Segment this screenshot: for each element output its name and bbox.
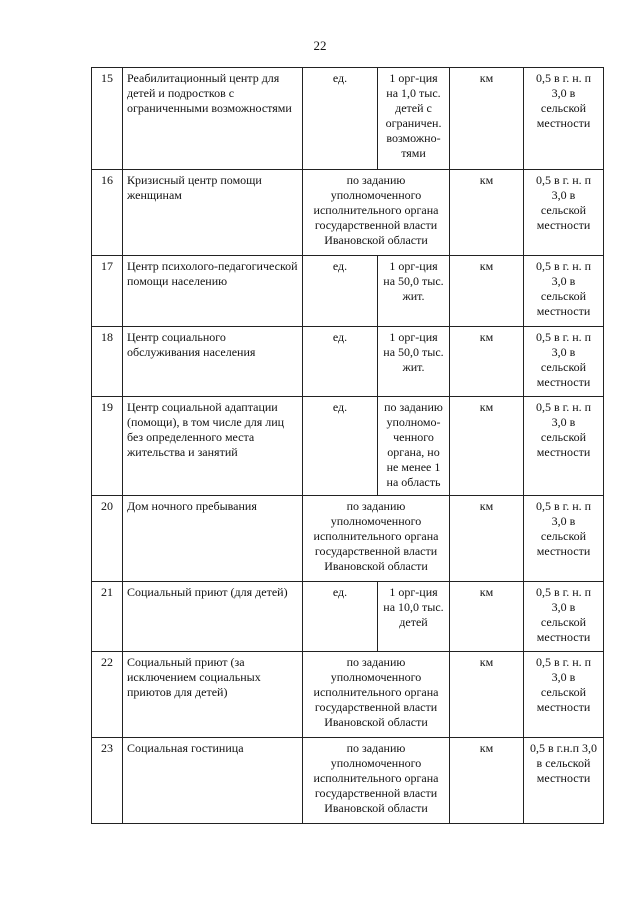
table-row: [92, 256, 604, 327]
radius-value-cell: 0,5 в г. н. п 3,0 в сельской местности: [524, 582, 604, 652]
row-number: 20: [92, 496, 123, 582]
norm-cell: по заданию уполномо-ченного органа, но не менее 1 на область: [378, 397, 450, 496]
table-row: [92, 582, 604, 652]
radius-value-cell: 0,5 в г. н. п 3,0 в сельской местности: [524, 170, 604, 256]
row-number: 18: [92, 327, 123, 397]
assignment-cell: по заданию уполномоченного исполнительного органа государственной власти Ивановской области: [303, 652, 450, 738]
table-row: [92, 496, 604, 582]
radius-value-cell: 0,5 в г. н. п 3,0 в сельской местности: [524, 68, 604, 170]
assignment-cell: по заданию уполномоченного исполнительного органа государственной власти Ивановской области: [303, 738, 450, 824]
radius-value-cell: 0,5 в г.н.п 3,0 в сельской местности: [524, 738, 604, 824]
facility-name: Центр психолого-педагогической помощи населению: [123, 256, 303, 327]
table-row: [92, 327, 604, 397]
table-row: [92, 652, 604, 738]
radius-value-cell: 0,5 в г. н. п 3,0 в сельской местности: [524, 256, 604, 327]
radius-unit-cell: км: [450, 170, 524, 256]
radius-unit-cell: км: [450, 256, 524, 327]
norm-cell: 1 орг-ция на 50,0 тыс. жит.: [378, 327, 450, 397]
radius-unit-cell: км: [450, 652, 524, 738]
row-number: 19: [92, 397, 123, 496]
row-number: 23: [92, 738, 123, 824]
radius-unit-cell: км: [450, 68, 524, 170]
radius-value-cell: 0,5 в г. н. п 3,0 в сельской местности: [524, 496, 604, 582]
row-number: 21: [92, 582, 123, 652]
norm-cell: 1 орг-ция на 50,0 тыс. жит.: [378, 256, 450, 327]
table-row: [92, 397, 604, 496]
norm-cell: 1 орг-ция на 1,0 тыс. детей с ограничен. возможно-тями: [378, 68, 450, 170]
row-number: 17: [92, 256, 123, 327]
table-row: [92, 738, 604, 824]
radius-unit-cell: км: [450, 738, 524, 824]
facility-name: Дом ночного пребывания: [123, 496, 303, 582]
facility-name: Центр социальной адаптации (помощи), в том числе для лиц без определенного места жительства и занятий: [123, 397, 303, 496]
page-number: 22: [313, 38, 327, 53]
row-number: 16: [92, 170, 123, 256]
assignment-cell: по заданию уполномоченного исполнительного органа государственной власти Ивановской области: [303, 170, 450, 256]
unit-cell: ед.: [303, 327, 378, 397]
radius-unit-cell: км: [450, 327, 524, 397]
radius-value-cell: 0,5 в г. н. п 3,0 в сельской местности: [524, 327, 604, 397]
radius-value-cell: 0,5 в г. н. п 3,0 в сельской местности: [524, 652, 604, 738]
row-number: 22: [92, 652, 123, 738]
facility-name: Социальная гостиница: [123, 738, 303, 824]
norm-cell: 1 орг-ция на 10,0 тыс. детей: [378, 582, 450, 652]
radius-unit-cell: км: [450, 582, 524, 652]
table-row: [92, 68, 604, 170]
unit-cell: ед.: [303, 256, 378, 327]
facility-name: Реабилитационный центр для детей и подростков с ограниченными возможностями: [123, 68, 303, 170]
radius-unit-cell: км: [450, 397, 524, 496]
facility-name: Кризисный центр помощи женщинам: [123, 170, 303, 256]
unit-cell: ед.: [303, 582, 378, 652]
facility-name: Социальный приют (для детей): [123, 582, 303, 652]
table-row: [92, 170, 604, 256]
norms-table: [91, 67, 604, 824]
radius-unit-cell: км: [450, 496, 524, 582]
facility-name: Социальный приют (за исключением социальных приютов для детей): [123, 652, 303, 738]
facility-name: Центр социального обслуживания населения: [123, 327, 303, 397]
radius-value-cell: 0,5 в г. н. п 3,0 в сельской местности: [524, 397, 604, 496]
unit-cell: ед.: [303, 397, 378, 496]
row-number: 15: [92, 68, 123, 170]
unit-cell: ед.: [303, 68, 378, 170]
assignment-cell: по заданию уполномоченного исполнительного органа государственной власти Ивановской области: [303, 496, 450, 582]
